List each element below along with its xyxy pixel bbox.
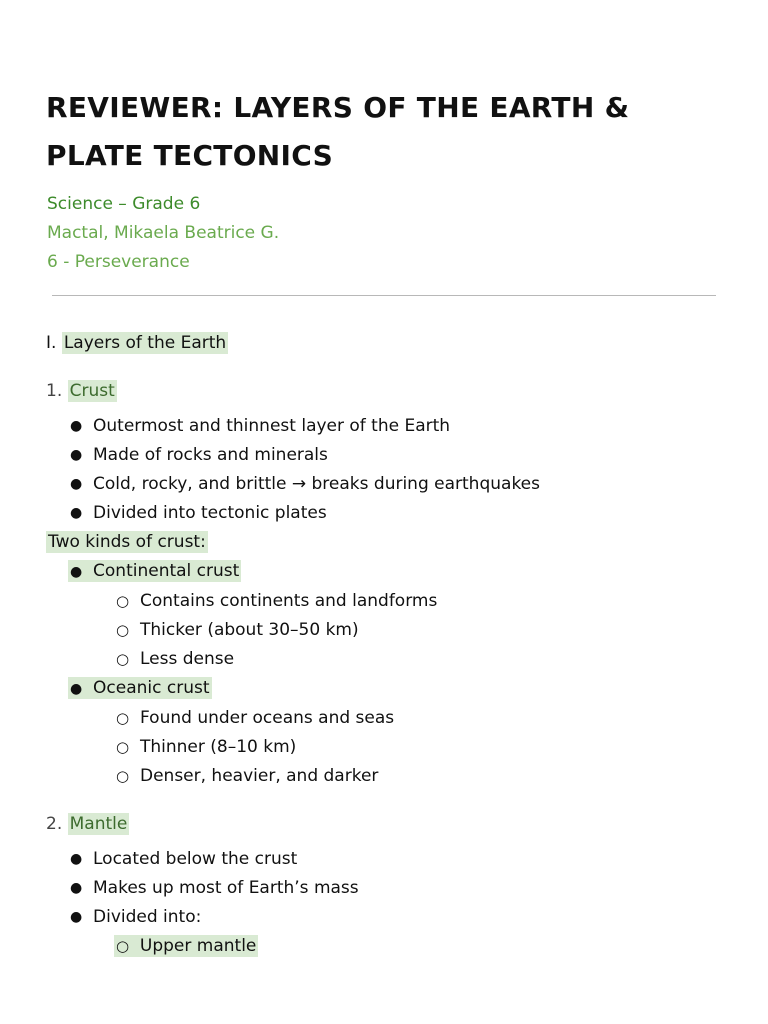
oceanic-label: Oceanic crust [93,678,210,698]
kinds-heading-text: Two kinds of crust: [48,532,206,552]
horizontal-divider [52,295,716,296]
continental-label: Continental crust [93,561,240,581]
bullet-icon: ● [70,851,83,867]
list-item: Located below the crust [93,849,298,869]
sub-list-item: Less dense [140,649,235,669]
section-number: I. [46,333,57,353]
circle-bullet-icon: ○ [116,650,130,668]
bullet-icon: ● [70,418,83,434]
list-item: Divided into: [93,907,202,927]
subsection-number: 2. [46,814,63,834]
bullet-icon: ● [70,505,83,521]
sub-list-item: Thicker (about 30–50 km) [140,620,359,640]
subsection-heading-crust [46,379,117,403]
document-title: REVIEWER: LAYERS OF THE EARTH & PLATE TECTONICS [46,91,630,172]
list-item: Cold, rocky, and brittle → breaks during earthquakes [93,474,540,494]
bullet-icon: ● [70,681,83,697]
sub-list-item: Contains continents and landforms [140,591,438,611]
circle-bullet-icon: ○ [116,592,130,610]
sub-list-item: Thinner (8–10 km) [140,737,297,757]
section-title: Layers of the Earth [63,333,227,353]
bullet-icon: ● [70,564,83,580]
section-heading [46,331,228,355]
section-line: 6 - Perseverance [47,252,190,272]
circle-bullet-icon: ○ [116,767,130,785]
subsection-number: 1. [46,381,63,401]
sub-list-item: Found under oceans and seas [140,708,395,728]
circle-bullet-icon: ○ [116,621,130,639]
bullet-icon: ● [70,880,83,896]
list-item: Outermost and thinnest layer of the Earth [93,416,451,436]
subsection-heading-mantle [46,812,129,836]
list-item: Divided into tectonic plates [93,503,327,523]
list-item-continental [68,559,241,584]
list-item-oceanic [68,676,212,701]
upper-mantle-label: Upper mantle [139,936,257,956]
subsection-title: Mantle [69,814,128,834]
kinds-heading [46,530,208,554]
author-line: Mactal, Mikaela Beatrice G. [47,223,280,243]
bullet-icon: ● [70,476,83,492]
subsection-title: Crust [69,381,115,401]
sub-list-item: Denser, heavier, and darker [140,766,379,786]
circle-bullet-icon: ○ [116,709,130,727]
bullet-icon: ● [70,447,83,463]
circle-bullet-icon: ○ [116,937,130,955]
list-item: Makes up most of Earth’s mass [93,878,359,898]
list-item: Made of rocks and minerals [93,445,328,465]
sub-list-item-upper-mantle [114,934,258,958]
bullet-icon: ● [70,909,83,925]
subject-line: Science – Grade 6 [47,194,201,214]
circle-bullet-icon: ○ [116,738,130,756]
